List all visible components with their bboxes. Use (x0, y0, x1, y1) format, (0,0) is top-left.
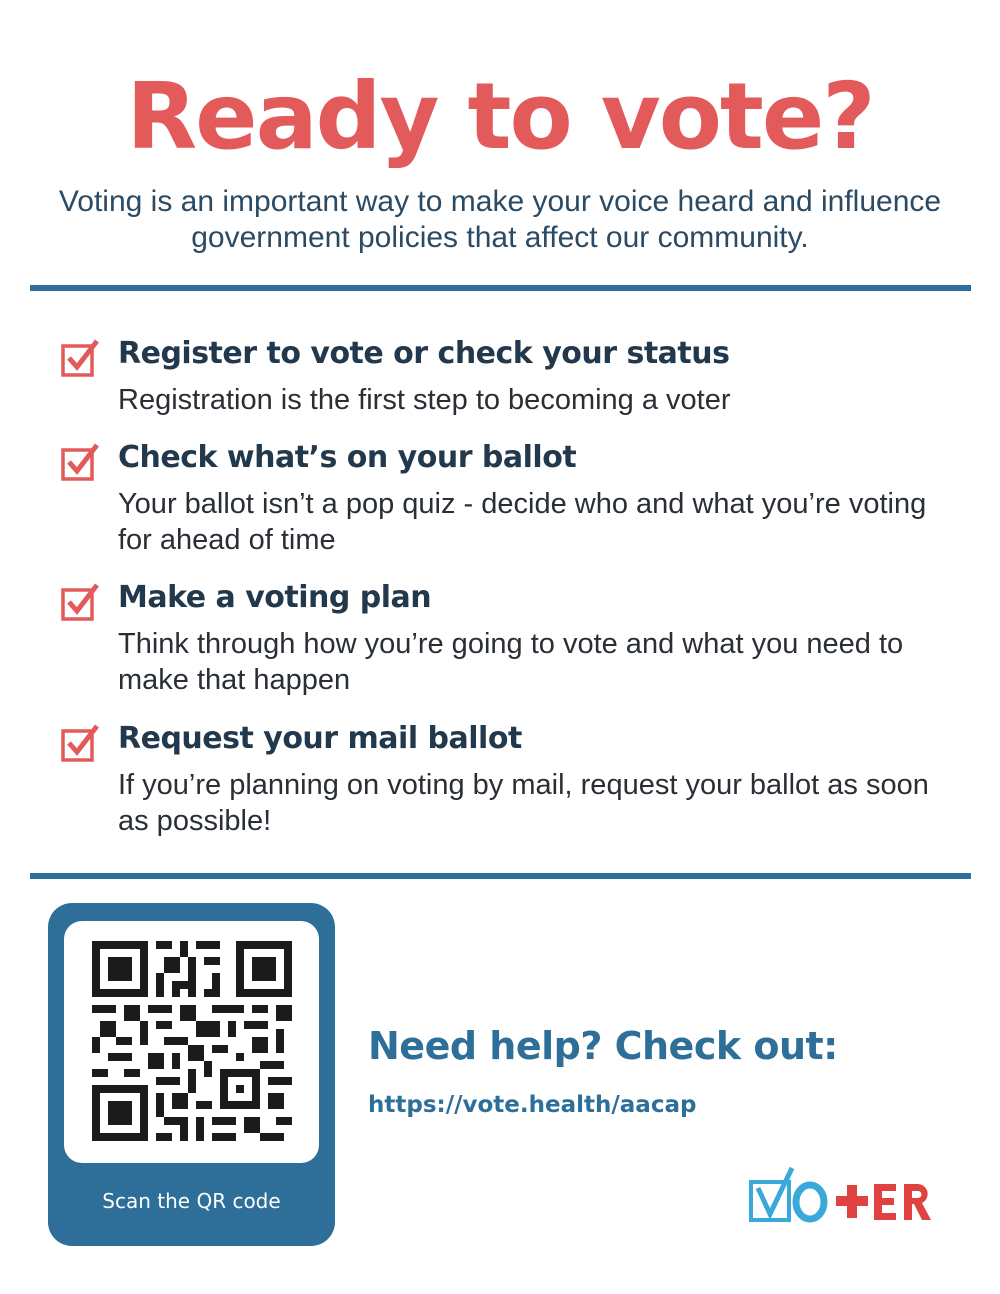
checklist-item-title: Register to vote or check your status (118, 336, 730, 371)
checklist-item-title: Request your mail ballot (118, 721, 522, 756)
checklist-item-description: Your ballot isn’t a pop quiz - decide who and what you’re voting for ahead of time (118, 488, 927, 556)
checkbox-checked-icon (60, 442, 100, 482)
red-cross-icon (836, 1185, 868, 1218)
checklist-item-title: Check what’s on your ballot (118, 440, 577, 475)
checklist-item-description: Registration is the first step to becoming a voter (118, 384, 731, 416)
qr-code-frame (64, 921, 319, 1163)
checklist-item-description: Think through how you’re going to vote and what you need to make that happen (118, 628, 904, 696)
divider-top (30, 285, 971, 291)
checkbox-checked-icon (60, 582, 100, 622)
help-title: Need help? Check out: (368, 1024, 838, 1068)
checklist-item-description: If you’re planning on voting by mail, request your ballot as soon as possible! (118, 769, 929, 837)
page-title: Ready to vote? (126, 63, 874, 170)
qr-caption: Scan the QR code (102, 1189, 281, 1213)
checkbox-checked-icon (60, 723, 100, 763)
voter-logo (748, 1166, 948, 1226)
checklist-item-title: Make a voting plan (118, 580, 432, 615)
checkbox-checked-icon (60, 338, 100, 378)
divider-bottom (30, 873, 971, 879)
qr-card (48, 903, 335, 1246)
intro-text: Voting is an important way to make your voice heard and influence government policies that affect our community. (58, 185, 942, 254)
qr-code-icon[interactable] (92, 941, 292, 1141)
help-link[interactable]: https://vote.health/aacap (368, 1092, 697, 1118)
